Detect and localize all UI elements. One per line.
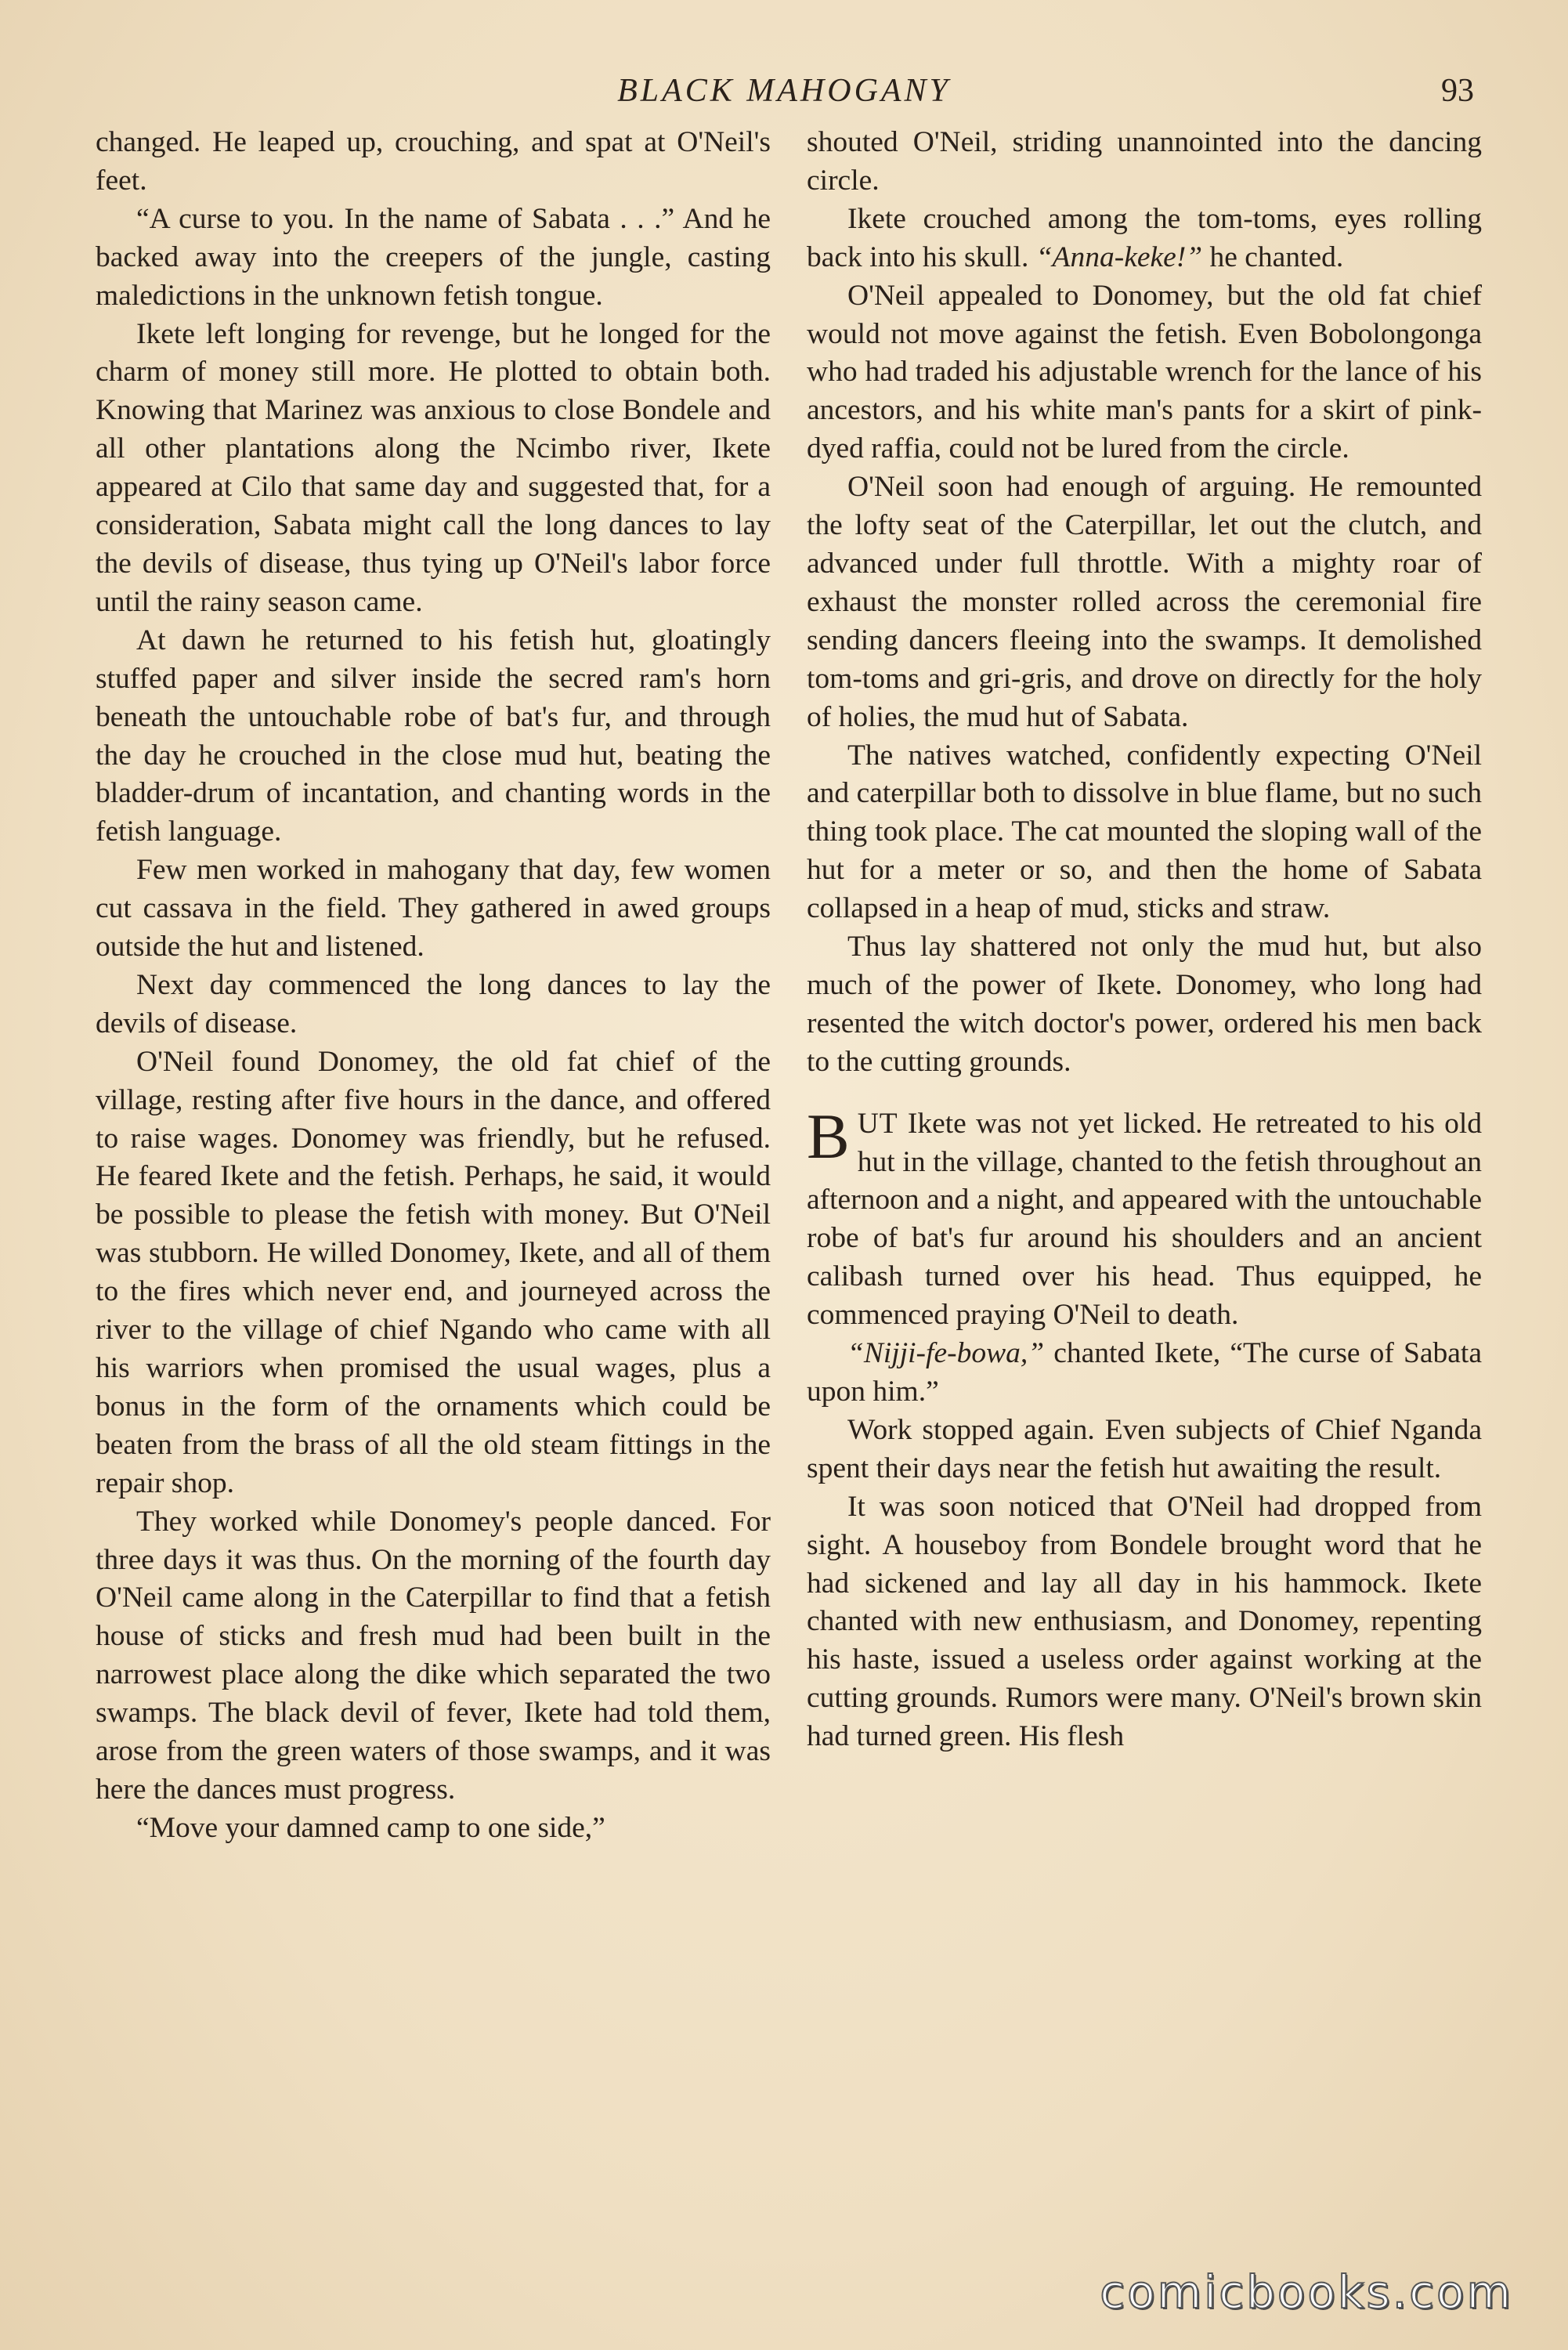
paragraph: O'Neil found Donomey, the old fat chief of the village, resting after five hours in the dance, and offered to raise wages. Donomey was friendly, but he refused. He feared Ikete and the fetish. Perhaps, he said, it would be possible to please the fetish with money. But O'Neil was stubborn. He willed Donomey, Ikete, and all of them to the fires which never end, and journeyed across the river to the village of chief Ngando who came with all his warriors when promised the usual wages, plus a bonus in the form of the ornaments which could be beaten from the brass of all the old steam fittings in the repair shop. [96,1045,771,1499]
paragraph: O'Neil appealed to Donomey, but the old fat chief would not move against the fetish. Even Bobolongonga who had traded his adjustable wrench for the lance of his ancestors, and his white man's pants for a skirt of pink-dyed raffia, could not be lured from the circle. [807,279,1482,465]
drop-cap: B [807,1100,850,1172]
paragraph: “Move your damned camp to one side,” [136,1811,605,1844]
paragraph-text: Ikete was not yet licked. He retreated to his old hut in the village, chanted to the fetish throughout an afternoon and a night, and appeared with the untouchable robe of bat's fur around his shoulders and an ancient calibash turned over his head. Thus equipped, he commenced praying O'Neil to death. [807,1107,1482,1332]
right-column [807,124,1482,1756]
paragraph: At dawn he returned to his fetish hut, gloatingly stuffed paper and silver inside the secred ram's horn beneath the untouchable robe of bat's fur, and through the day he crouched in the close mud hut, beating the bladder-drum of incantation, and chanting words in the fetish language. [96,624,771,848]
paragraph-text: Ikete crouched among the tom-toms, eyes rolling back into his skull. [807,202,1482,273]
paragraph: O'Neil soon had enough of arguing. He remounted the lofty seat of the Caterpillar, let out the clutch, and advanced under full throttle. With a mighty roar of exhaust the monster rolled across the ceremonial fire sending dancers fleeing into the swamps. It demolished tom-toms and gri-gris, and drove on directly for the holy of holies, the mud hut of Sabata. [807,471,1482,733]
lead-caps: UT [857,1107,898,1140]
watermark: comicbooks.com [1100,2265,1513,2319]
paragraph: shouted O'Neil, striding unannointed into the dancing circle. [807,126,1482,197]
paragraph: Work stopped again. Even subjects of Chief Nganda spent their days near the fetish hut awaiting the result. [807,1413,1482,1484]
paragraph [807,201,1482,277]
paragraph: Ikete left longing for revenge, but he longed for the charm of money still more. He plotted to obtain both. Knowing that Marinez was anxious to close Bondele and all other plantations along the Ncimbo river, Ikete appeared at Cilo that same day and suggested that, for a consideration, Sabata might call the long dances to lay the devils of disease, thus tying up O'Neil's labor force until the rainy season came. [96,317,771,618]
paragraph [807,1335,1482,1412]
chant-text: “Anna-keke!” [1035,240,1203,273]
running-title: BLACK MAHOGANY [617,73,951,109]
section-opening-paragraph [807,1100,1482,1335]
paragraph: changed. He leaped up, crouching, and spat at O'Neil's feet. [96,126,771,197]
paragraph: It was soon noticed that O'Neil had dropped from sight. A houseboy from Bondele brought word that he had sickened and lay all day in his hammock. Ikete chanted with new enthusiasm, and Donomey, repenting his haste, issued a useless order against working at the cutting grounds. Rumors were many. O'Neil's brown skin had turned green. His flesh [807,1490,1482,1753]
paragraph: Thus lay shattered not only the mud hut, but also much of the power of Ikete. Donomey, who long had resented the witch doctor's power, ordered his men back to the cutting grounds. [807,931,1482,1078]
paragraph: They worked while Donomey's people danced. For three days it was thus. On the morning of the fourth day O'Neil came along in the Caterpillar to find that a fetish house of sticks and fresh mud had been built in the narrowest place along the dike which separated the two swamps. The black devil of fever, Ikete had told them, arose from the green waters of those swamps, and it was here the dances must progress. [96,1505,771,1806]
paragraph: The natives watched, confidently expecting O'Neil and caterpillar both to dissolve in blue flame, but no such thing took place. The cat mounted the sloping wall of the hut for a meter or so, and then the home of Sabata collapsed in a heap of mud, sticks and straw. [807,739,1482,925]
paragraph-text: he chanted. [1202,240,1344,273]
paragraph: Next day commenced the long dances to lay the devils of disease. [96,968,771,1039]
paragraph-text: chanted Ikete, “The curse of Sabata upon him.” [807,1337,1482,1408]
paragraph: Few men worked in mahogany that day, few women cut cassava in the field. They gathered in awed groups outside the hut and listened. [96,854,771,964]
page-header [94,72,1474,119]
page-number: 93 [1441,73,1474,109]
paragraph: “A curse to you. In the name of Sabata . . .” And he backed away into the creepers of the jungle, casting maledictions in the unknown fetish tongue. [96,202,771,312]
left-column [96,124,771,1848]
chant-text: “Nijji-fe-bowa,” [847,1337,1045,1370]
